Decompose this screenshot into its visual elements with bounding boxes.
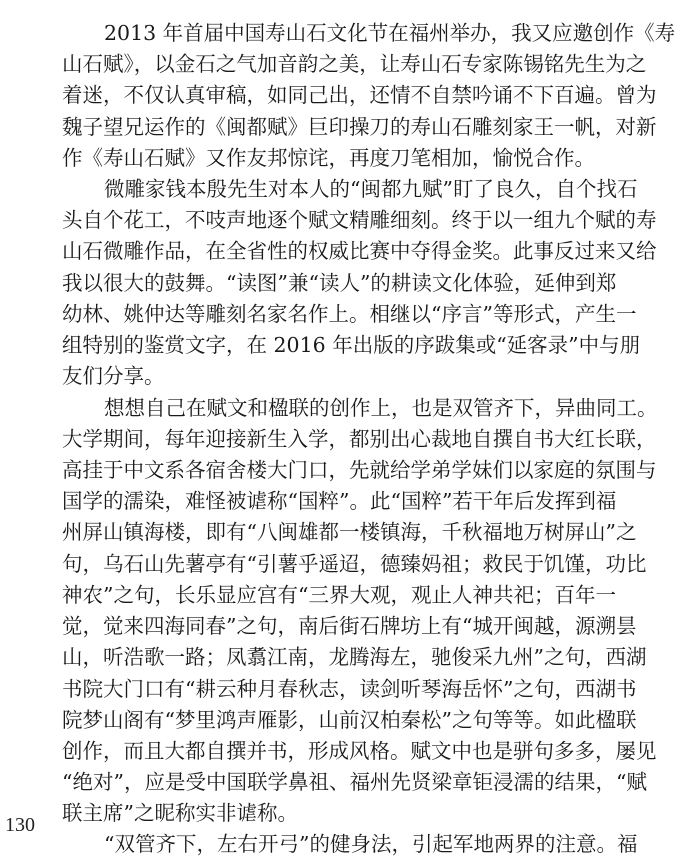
paragraph-2-line-4: 我以很大的鼓舞。“读图”兼“读人”的耕读文化体验，延伸到郑 [62, 271, 617, 295]
paragraph-3-line-14: 联主席”之昵称实非谑称。 [62, 801, 298, 825]
paragraph-1-line-1: 2013 年首届中国寿山石文化节在福州举办，我又应邀创作《寿 [104, 21, 675, 45]
paragraph-3-line-8: 觉，觉来四海同春”之句，南后街石牌坊上有“城开闽越，源溯昙 [62, 614, 637, 638]
paragraph-3-line-2: 大学期间，每年迎接新生入学，都别出心裁地自撰自书大红长联， [62, 427, 657, 451]
paragraph-3-line-9: 山，听浩歌一路；凤翥江南，龙腾海左，驰俊采九州”之句，西湖 [62, 645, 647, 669]
paragraph-1-line-2: 山石赋》，以金石之气加音韵之美，让寿山石专家陈锡铭先生为之 [62, 52, 647, 76]
page-number: 130 [5, 814, 35, 836]
paragraph-2-line-5: 幼林、姚仲达等雕刻名家名作上。相继以“序言”等形式，产生一 [62, 302, 637, 326]
paragraph-3-line-5: 州屏山镇海楼，即有“八闽雄都一楼镇海，千秋福地万树屏山”之 [62, 520, 637, 544]
paragraph-3-line-7: 神农”之句，长乐显应宫有“三界大观，观止人神共祀；百年一 [62, 583, 616, 607]
paragraph-3-line-1: 想想自己在赋文和楹联的创作上，也是双管齐下，异曲同工。 [104, 396, 658, 420]
paragraph-2-line-3: 山石微雕作品，在全省性的权威比赛中夺得金奖。此事反过来又给 [62, 239, 657, 263]
paragraph-3-line-4: 国学的濡染，难怪被谑称“国粹”。此“国粹”若干年后发挥到福 [62, 489, 617, 513]
paragraph-1-line-5: 作《寿山石赋》又作友邦惊诧，再度刀笔相加，愉悦合作。 [62, 146, 595, 170]
paragraph-1-line-4: 魏子望兄运作的《闽都赋》巨印操刀的寿山石雕刻家王一帆，对新 [62, 115, 657, 139]
paragraph-2-line-6: 组特别的鉴赏文字，在 2016 年出版的序跋集或“延客录”中与朋 [62, 333, 641, 357]
paragraph-3-line-6: 句，乌石山先薯亭有“引薯乎遥迢，德臻妈祖；救民于饥馑，功比 [62, 552, 647, 576]
paragraph-3-line-12: 创作，而且大都自撰并书，形成风格。赋文中也是骈句多多，屡见 [62, 739, 657, 763]
paragraph-3-line-13: “绝对”，应是受中国联学鼻祖、福州先贤梁章钜浸濡的结果，“赋 [62, 770, 647, 794]
paragraph-2-line-2: 头自个花工，不吱声地逐个赋文精雕细刻。终于以一组九个赋的寿 [62, 208, 657, 232]
paragraph-3-line-10: 书院大门口有“耕云种月春秋志，读剑听琴海岳怀”之句，西湖书 [62, 677, 637, 701]
paragraph-1-line-3: 着迷，不仅认真审稿，如同己出，还情不自禁吟诵不下百遍。曾为 [62, 83, 657, 107]
paragraph-4-line-1: “双管齐下，左右开弓”的健身法，引起军地两界的注意。福 [104, 832, 638, 856]
paragraph-3-line-3: 高挂于中文系各宿舍楼大门口，先就给学弟学妹们以家庭的氛围与 [62, 458, 657, 482]
paragraph-2-line-1: 微雕家钱本殷先生对本人的“闽都九赋”盯了良久，自个找石 [104, 177, 638, 201]
paragraph-3-line-11: 院梦山阁有“梦里鸿声雁影，山前汉柏秦松”之句等等。如此楹联 [62, 708, 637, 732]
paragraph-2-line-7: 友们分享。 [62, 364, 165, 388]
